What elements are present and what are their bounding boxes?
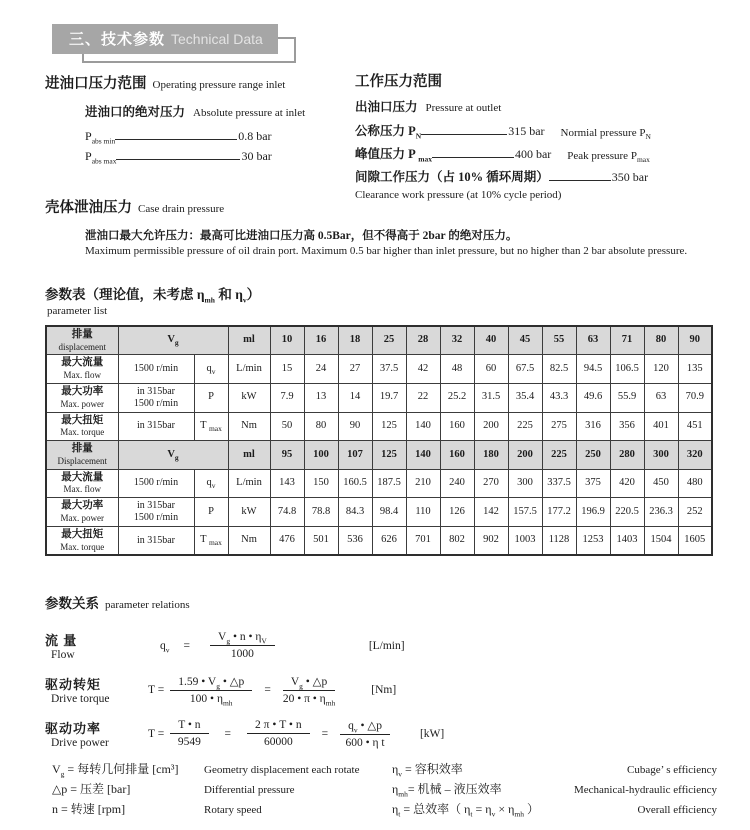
symbol-cell: $q_v$ bbox=[194, 469, 228, 497]
value-cell: 13 bbox=[304, 383, 338, 412]
value-cell: 501 bbox=[304, 526, 338, 555]
value-cell: 356 bbox=[610, 412, 644, 440]
torque-unit: [Nm] bbox=[371, 683, 397, 696]
displacement-value-cell: 71 bbox=[610, 326, 644, 355]
value-cell: 98.4 bbox=[372, 497, 406, 526]
displacement-value-cell: 25 bbox=[372, 326, 406, 355]
fraction bbox=[210, 631, 275, 660]
torque-label bbox=[45, 674, 148, 705]
vg-header-cell: $V_g$ bbox=[118, 326, 228, 355]
fraction-numerator: T • n bbox=[170, 719, 208, 734]
displacement-value-cell: 10 bbox=[270, 326, 304, 355]
value-cell: 63 bbox=[644, 383, 678, 412]
value-cell: 451 bbox=[678, 412, 712, 440]
value-cell: 210 bbox=[406, 469, 440, 497]
power-formula-row bbox=[45, 718, 715, 749]
parameter-table bbox=[45, 325, 713, 556]
pressure-line bbox=[355, 167, 735, 185]
torque-formula-row bbox=[45, 674, 715, 708]
displacement-value-cell: 225 bbox=[542, 441, 576, 469]
fraction-denominator: 100 • $\eta_{mh}$ bbox=[189, 693, 233, 708]
pressure-line-label: $P_{abs max}$ bbox=[85, 149, 117, 166]
value-cell: 126 bbox=[440, 497, 474, 526]
case-drain-heading-zh: 壳体泄油压力 bbox=[45, 200, 132, 216]
value-cell: 90 bbox=[338, 412, 372, 440]
definition-term: $V_g$ = 每转几何排量 [cm³] bbox=[52, 762, 179, 779]
pressure-line-note: Normial pressure $P_N$ bbox=[560, 127, 651, 142]
condition-cell: in 315bar bbox=[118, 412, 194, 440]
inlet-subheading-en: Absolute pressure at inlet bbox=[193, 107, 306, 119]
value-cell: 1605 bbox=[678, 526, 712, 555]
section-banner bbox=[52, 24, 312, 66]
displacement-value-cell: 63 bbox=[576, 326, 610, 355]
value-cell: 50 bbox=[270, 412, 304, 440]
fraction bbox=[247, 719, 310, 748]
definitions-right-column bbox=[392, 760, 717, 820]
value-cell: 316 bbox=[576, 412, 610, 440]
unit-cell: Nm bbox=[228, 526, 270, 555]
value-cell: 140 bbox=[406, 412, 440, 440]
displacement-value-cell: 55 bbox=[542, 326, 576, 355]
value-cell: 225 bbox=[508, 412, 542, 440]
pressure-line-value: 400 bar bbox=[514, 147, 552, 161]
displacement-value-cell: 180 bbox=[474, 441, 508, 469]
value-cell: 37.5 bbox=[372, 355, 406, 383]
definition-row bbox=[392, 760, 717, 780]
value-cell: 60 bbox=[474, 355, 508, 383]
definition-term: △p = 压差 [bar] bbox=[52, 782, 131, 796]
definition-row bbox=[52, 760, 392, 780]
displacement-value-cell: 90 bbox=[678, 326, 712, 355]
table-row bbox=[46, 469, 712, 497]
value-cell: 19.7 bbox=[372, 383, 406, 412]
value-cell: 536 bbox=[338, 526, 372, 555]
table-row bbox=[46, 497, 712, 526]
value-cell: 67.5 bbox=[508, 355, 542, 383]
fraction-denominator: 20 • π • $\eta_{mh}$ bbox=[282, 693, 336, 708]
pressure-line-value: 30 bar bbox=[241, 149, 272, 163]
value-cell: 78.8 bbox=[304, 497, 338, 526]
condition-cell: in 315bar 1500 r/min bbox=[118, 497, 194, 526]
value-cell: 25.2 bbox=[440, 383, 474, 412]
equals-sign: = bbox=[321, 727, 329, 740]
flow-unit: [L/min] bbox=[368, 639, 405, 652]
power-label bbox=[45, 718, 148, 749]
inlet-subheading-zh: 进油口的绝对压力 bbox=[85, 105, 186, 119]
leader-line bbox=[421, 134, 507, 135]
row-label-cell: 最大扭矩 Max. torque bbox=[46, 526, 118, 555]
table-header-row bbox=[46, 326, 712, 355]
value-cell: 157.5 bbox=[508, 497, 542, 526]
fraction-numerator: $q_v$ • △p bbox=[340, 718, 390, 735]
value-cell: 82.5 bbox=[542, 355, 576, 383]
flow-formula bbox=[148, 631, 405, 660]
value-cell: 802 bbox=[440, 526, 474, 555]
displacement-value-cell: 95 bbox=[270, 441, 304, 469]
definition-description: Geometry displacement each rotate bbox=[204, 764, 360, 776]
displacement-value-cell: 45 bbox=[508, 326, 542, 355]
power-formula bbox=[148, 718, 444, 749]
value-cell: 43.3 bbox=[542, 383, 576, 412]
section-parameter-table bbox=[45, 283, 713, 556]
flow-formula-row bbox=[45, 630, 715, 661]
inlet-heading bbox=[45, 72, 345, 93]
value-cell: 1504 bbox=[644, 526, 678, 555]
torque-label-zh: 驱动转矩 bbox=[45, 677, 102, 692]
fraction-denominator: 60000 bbox=[263, 736, 293, 748]
displacement-value-cell: 107 bbox=[338, 441, 372, 469]
displacement-value-cell: 125 bbox=[372, 441, 406, 469]
outlet-subheading-en: Pressure at outlet bbox=[425, 102, 502, 114]
definitions-left-column bbox=[52, 760, 392, 820]
value-cell: 240 bbox=[440, 469, 474, 497]
power-lhs: T = bbox=[148, 727, 165, 740]
definition-row bbox=[392, 780, 717, 800]
case-drain-heading bbox=[45, 196, 725, 217]
value-cell: 150 bbox=[304, 469, 338, 497]
table-title-en: parameter list bbox=[47, 305, 108, 317]
value-cell: 31.5 bbox=[474, 383, 508, 412]
leader-line bbox=[115, 139, 237, 140]
fraction-numerator: $V_g$ • △p bbox=[283, 674, 335, 691]
displacement-value-cell: 16 bbox=[304, 326, 338, 355]
equals-sign: = bbox=[183, 639, 190, 652]
value-cell: 375 bbox=[576, 469, 610, 497]
inlet-heading-en: Operating pressure range inlet bbox=[152, 79, 286, 91]
value-cell: 200 bbox=[474, 412, 508, 440]
table-row bbox=[46, 383, 712, 412]
pressure-line-value: 315 bar bbox=[508, 124, 545, 138]
unit-cell: kW bbox=[228, 383, 270, 412]
section-inlet-pressure bbox=[45, 72, 345, 164]
displacement-value-cell: 280 bbox=[610, 441, 644, 469]
symbol-cell: T $_{max}$ bbox=[194, 526, 228, 555]
section-definitions bbox=[52, 760, 717, 820]
torque-formula bbox=[148, 674, 397, 708]
displacement-header-cell: 排量 displacement bbox=[46, 326, 118, 355]
value-cell: 42 bbox=[406, 355, 440, 383]
condition-cell: in 315bar bbox=[118, 526, 194, 555]
case-drain-text-zh: 泄油口最大允许压力：最高可比进油口压力高 0.5Bar，但不得高于 2bar 的绝对压力。 bbox=[85, 230, 518, 242]
displacement-value-cell: 28 bbox=[406, 326, 440, 355]
definition-term: $\eta_t$ = 总效率（ $\eta_t = \eta_v \times \eta_{mh}$ ） bbox=[392, 802, 539, 819]
power-unit: [kW] bbox=[419, 727, 445, 740]
power-label-en: Drive power bbox=[51, 737, 109, 749]
unit-cell: kW bbox=[228, 497, 270, 526]
definition-description: Overall efficiency bbox=[637, 804, 717, 816]
fraction-denominator: 600 • η t bbox=[345, 737, 385, 749]
value-cell: 701 bbox=[406, 526, 440, 555]
pressure-line-note: Peak pressure $P_{max}$ bbox=[567, 150, 650, 165]
symbol-cell: $q_v$ bbox=[194, 355, 228, 383]
leader-line bbox=[549, 180, 611, 181]
unit-cell: L/min bbox=[228, 355, 270, 383]
torque-lhs: T = bbox=[148, 683, 165, 696]
value-cell: 7.9 bbox=[270, 383, 304, 412]
value-cell: 1253 bbox=[576, 526, 610, 555]
table-header-row bbox=[46, 441, 712, 469]
definition-description: Mechanical-hydraulic efficiency bbox=[573, 784, 717, 796]
value-cell: 106.5 bbox=[610, 355, 644, 383]
equals-sign: = bbox=[224, 727, 232, 740]
definition-description: Cubage’ s efficiency bbox=[627, 764, 717, 776]
value-cell: 125 bbox=[372, 412, 406, 440]
value-cell: 135 bbox=[678, 355, 712, 383]
symbol-cell: P bbox=[194, 497, 228, 526]
fraction bbox=[340, 718, 390, 749]
value-cell: 22 bbox=[406, 383, 440, 412]
condition-cell: 1500 r/min bbox=[118, 469, 194, 497]
displacement-value-cell: 160 bbox=[440, 441, 474, 469]
pressure-line bbox=[85, 149, 345, 164]
banner-title-zh: 三、技术参数 bbox=[69, 31, 166, 48]
value-cell: 14 bbox=[338, 383, 372, 412]
pressure-line-value: 350 bar bbox=[611, 170, 649, 184]
symbol-cell: P bbox=[194, 383, 228, 412]
value-cell: 24 bbox=[304, 355, 338, 383]
relations-heading-zh: 参数关系 bbox=[45, 596, 99, 611]
table-row bbox=[46, 355, 712, 383]
inlet-subheading bbox=[85, 102, 345, 121]
case-drain-heading-en: Case drain pressure bbox=[138, 203, 225, 215]
fraction bbox=[170, 719, 208, 748]
fraction-numerator: 1.59 • $V_g$ • △p bbox=[170, 674, 252, 691]
pressure-line-label: $P_{abs min}$ bbox=[85, 129, 116, 146]
flow-lhs: $q_v$ bbox=[160, 639, 170, 654]
symbol-cell: T $_{max}$ bbox=[194, 412, 228, 440]
fraction-numerator: $V_g$ • n • $\eta_V$ bbox=[210, 631, 275, 646]
value-cell: 94.5 bbox=[576, 355, 610, 383]
outlet-heading-zh: 工作压力范围 bbox=[355, 74, 442, 90]
flow-label bbox=[45, 630, 148, 661]
condition-cell: 1500 r/min bbox=[118, 355, 194, 383]
inlet-heading-zh: 进油口压力范围 bbox=[45, 76, 147, 92]
case-drain-text-en: Maximum permissible pressure of oil drain port. Maximum 0.5 bar higher than inlet pressure, but no higher than 2 bar absolute pressure. bbox=[85, 245, 688, 257]
definition-row bbox=[52, 780, 392, 800]
table-title-zh: 参数表（理论值，未考虑 $\eta_{mh}$ 和 $\eta_v$） bbox=[45, 287, 261, 305]
pressure-line bbox=[85, 129, 345, 144]
outlet-subheading bbox=[355, 97, 735, 116]
torque-label-en: Drive torque bbox=[51, 693, 110, 705]
displacement-value-cell: 18 bbox=[338, 326, 372, 355]
displacement-value-cell: 80 bbox=[644, 326, 678, 355]
unit-header-cell: ml bbox=[228, 326, 270, 355]
definition-term: n = 转速 [rpm] bbox=[52, 802, 126, 816]
value-cell: 220.5 bbox=[610, 497, 644, 526]
unit-cell: L/min bbox=[228, 469, 270, 497]
pressure-line bbox=[355, 144, 735, 165]
leader-line bbox=[116, 159, 240, 160]
definition-description: Rotary speed bbox=[204, 804, 262, 816]
value-cell: 401 bbox=[644, 412, 678, 440]
power-label-zh: 驱动功率 bbox=[45, 721, 102, 736]
value-cell: 300 bbox=[508, 469, 542, 497]
pressure-line bbox=[355, 121, 735, 142]
value-cell: 902 bbox=[474, 526, 508, 555]
definition-row bbox=[52, 800, 392, 820]
row-label-cell: 最大流量 Max. flow bbox=[46, 469, 118, 497]
displacement-value-cell: 300 bbox=[644, 441, 678, 469]
definition-term: $\eta_v$ = 容积效率 bbox=[392, 762, 463, 779]
value-cell: 270 bbox=[474, 469, 508, 497]
flow-label-zh: 流 量 bbox=[45, 633, 78, 648]
definition-term: $\eta_{mh}=$ 机械 – 液压效率 bbox=[392, 782, 502, 799]
row-label-cell: 最大流量 Max. flow bbox=[46, 355, 118, 383]
value-cell: 626 bbox=[372, 526, 406, 555]
table-row bbox=[46, 412, 712, 440]
displacement-header-cell: 排量 Displacement bbox=[46, 441, 118, 469]
definition-row bbox=[392, 800, 717, 820]
value-cell: 196.9 bbox=[576, 497, 610, 526]
row-label-cell: 最大功率 Max. power bbox=[46, 497, 118, 526]
outlet-subheading-zh: 出油口压力 bbox=[355, 100, 418, 114]
relations-heading bbox=[45, 592, 715, 613]
pressure-line-label: 间隙工作压力（占 10% 循环周期） bbox=[355, 170, 549, 184]
fraction bbox=[170, 674, 252, 708]
section-case-drain bbox=[45, 196, 725, 257]
displacement-value-cell: 100 bbox=[304, 441, 338, 469]
value-cell: 27 bbox=[338, 355, 372, 383]
pressure-line-label: 公称压力 $P_N$ bbox=[355, 124, 422, 141]
row-label-cell: 最大功率 Max. power bbox=[46, 383, 118, 412]
value-cell: 1003 bbox=[508, 526, 542, 555]
value-cell: 275 bbox=[542, 412, 576, 440]
leader-line bbox=[432, 157, 514, 158]
displacement-value-cell: 320 bbox=[678, 441, 712, 469]
displacement-value-cell: 40 bbox=[474, 326, 508, 355]
definition-description: Differential pressure bbox=[204, 784, 295, 796]
value-cell: 143 bbox=[270, 469, 304, 497]
value-cell: 480 bbox=[678, 469, 712, 497]
value-cell: 337.5 bbox=[542, 469, 576, 497]
displacement-value-cell: 250 bbox=[576, 441, 610, 469]
banner-title-box bbox=[52, 24, 278, 54]
outlet-footnote: Clearance work pressure (at 10% cycle period) bbox=[355, 189, 562, 201]
unit-header-cell: ml bbox=[228, 441, 270, 469]
value-cell: 450 bbox=[644, 469, 678, 497]
value-cell: 80 bbox=[304, 412, 338, 440]
value-cell: 476 bbox=[270, 526, 304, 555]
value-cell: 74.8 bbox=[270, 497, 304, 526]
value-cell: 187.5 bbox=[372, 469, 406, 497]
value-cell: 420 bbox=[610, 469, 644, 497]
equals-sign: = bbox=[264, 683, 271, 696]
value-cell: 1128 bbox=[542, 526, 576, 555]
unit-cell: Nm bbox=[228, 412, 270, 440]
value-cell: 110 bbox=[406, 497, 440, 526]
value-cell: 252 bbox=[678, 497, 712, 526]
section-working-pressure bbox=[355, 70, 735, 201]
fraction-denominator: 1000 bbox=[230, 648, 254, 660]
value-cell: 120 bbox=[644, 355, 678, 383]
value-cell: 35.4 bbox=[508, 383, 542, 412]
value-cell: 49.6 bbox=[576, 383, 610, 412]
pressure-line-label: 峰值压力 P $_{max}$ bbox=[355, 147, 432, 164]
flow-label-en: Flow bbox=[51, 649, 75, 661]
section-parameter-relations bbox=[45, 592, 715, 749]
value-cell: 236.3 bbox=[644, 497, 678, 526]
value-cell: 48 bbox=[440, 355, 474, 383]
fraction-numerator: 2 π • T • n bbox=[247, 719, 310, 734]
banner-title-en: Technical Data bbox=[171, 31, 263, 47]
value-cell: 142 bbox=[474, 497, 508, 526]
displacement-value-cell: 32 bbox=[440, 326, 474, 355]
displacement-value-cell: 200 bbox=[508, 441, 542, 469]
value-cell: 1403 bbox=[610, 526, 644, 555]
value-cell: 84.3 bbox=[338, 497, 372, 526]
condition-cell: in 315bar 1500 r/min bbox=[118, 383, 194, 412]
value-cell: 55.9 bbox=[610, 383, 644, 412]
value-cell: 15 bbox=[270, 355, 304, 383]
value-cell: 160.5 bbox=[338, 469, 372, 497]
row-label-cell: 最大扭矩 Max. torque bbox=[46, 412, 118, 440]
value-cell: 177.2 bbox=[542, 497, 576, 526]
table-row bbox=[46, 526, 712, 555]
pressure-line-value: 0.8 bar bbox=[238, 129, 272, 143]
value-cell: 160 bbox=[440, 412, 474, 440]
vg-header-cell: $V_g$ bbox=[118, 441, 228, 469]
relations-heading-en: parameter relations bbox=[105, 599, 190, 611]
fraction bbox=[282, 674, 336, 708]
value-cell: 70.9 bbox=[678, 383, 712, 412]
displacement-value-cell: 140 bbox=[406, 441, 440, 469]
fraction-denominator: 9549 bbox=[177, 736, 201, 748]
